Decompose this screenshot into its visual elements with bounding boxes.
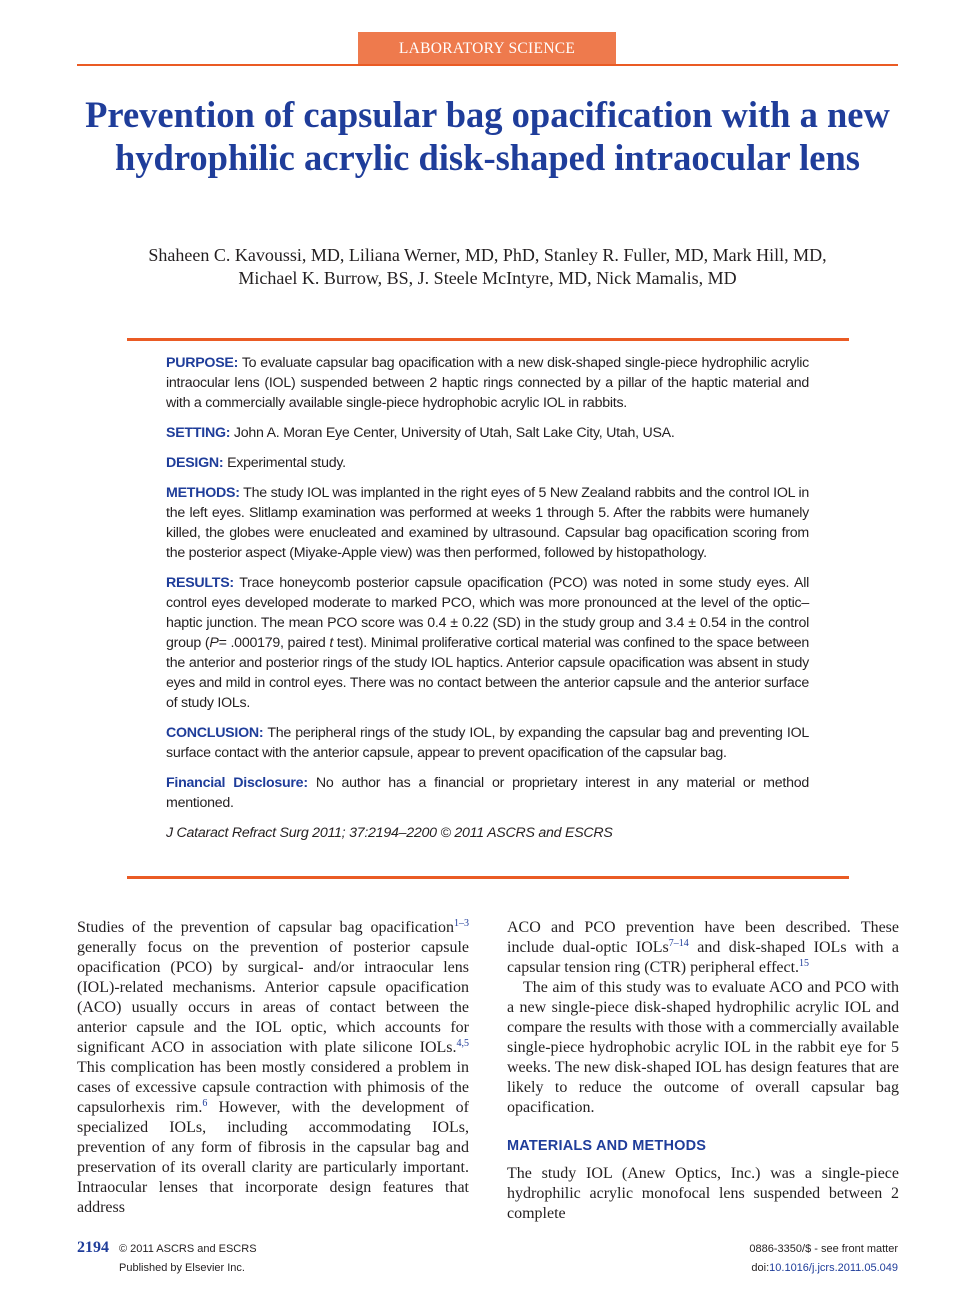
section-heading: MATERIALS AND METHODS — [507, 1138, 707, 1154]
body-text: ACO and PCO prevention have been described. These include dual-optic IOLs — [507, 919, 899, 956]
body-column-right — [507, 918, 899, 1224]
reference-link[interactable]: 1–3 — [454, 918, 469, 929]
body-text: and disk-shaped IOLs with a capsular tension ring (CTR) peripheral effect. — [507, 939, 900, 976]
abstract-label: PURPOSE: — [166, 355, 239, 371]
abstract-text: test). Minimal proliferative cortical material was confined to the space between the anterior and posterior rings of the study IOL haptics. Anterior capsule opacification was absent in study eyes and mild in control eyes. There was no contact between the anterior capsule and the anterior surface of study IOLs. — [166, 635, 809, 711]
footer-publisher: Published by Elsevier Inc. — [119, 1262, 245, 1274]
reference-link[interactable]: 7–14 — [668, 938, 689, 949]
body-text: However, with the development of specialized IOLs, including accommodating IOLs, prevention of any form of fibrosis in the capsular bag and preservation of its overall clarity are particularly important. Intraocular lenses that incorporate design features that address — [77, 1099, 469, 1216]
body-text: generally focus on the prevention of posterior capsule opacification (PCO) by surgical- and/or intraocular lens (IOL)-related mechanisms. Anterior capsule opacification (ACO) usually occurs in areas of contact between the anterior capsule and the IOL optic, which accounts for significant ACO in association with plate silicone IOLs. — [77, 939, 469, 1056]
abstract-text: The peripheral rings of the study IOL, by expanding the capsular bag and preventing IOL surface contact with the anterior capsule, appear to prevent opacification of the capsular bag. — [166, 725, 809, 761]
footer-copyright: © 2011 ASCRS and ESCRS — [119, 1243, 257, 1255]
abstract-text: To evaluate capsular bag opacification with a new disk-shaped single-piece hydrophilic acrylic intraocular lens (IOL) suspended between 2 haptic rings connected by a pillar of the haptic material and with a commercially available single-piece hydrophobic acrylic IOL in rabbits. — [166, 355, 810, 411]
abstract-label: SETTING: — [166, 425, 231, 441]
body-paragraph: The study IOL (Anew Optics, Inc.) was a single-piece hydrophilic acrylic monofocal lens suspended between 2 complete — [507, 1165, 899, 1222]
abstract-text-italic: P — [209, 635, 219, 651]
reference-link[interactable]: 4,5 — [456, 1038, 469, 1049]
abstract-conclusion — [166, 723, 809, 763]
abstract-methods — [166, 483, 809, 563]
header-rule — [77, 64, 898, 66]
abstract-text: The study IOL was implanted in the right eyes of 5 New Zealand rabbits and the control IOL in the left eyes. Slitlamp examination was performed at weeks 1 through 5. After the rabbits were humanely killed, the globes were enucleated and examined by ultrasound. Capsular bag opacification scoring from the posterior aspect (Miyake-Apple view) was then performed, followed by histopathology. — [166, 485, 810, 561]
article-title: Prevention of capsular bag opacification with a new hydrophilic acrylic disk-shaped intraocular lens — [85, 94, 890, 178]
abstract-label: METHODS: — [166, 485, 240, 501]
doi-label: doi: — [751, 1262, 770, 1274]
body-paragraph — [507, 918, 899, 978]
abstract-setting — [166, 423, 809, 443]
doi-link[interactable]: 10.1016/j.jcrs.2011.05.049 — [769, 1262, 898, 1274]
abstract-text: Trace honeycomb posterior capsule opacification (PCO) was noted in some study eyes. All control eyes developed moderate to marked PCO, which was more pronounced at the level of the optic–haptic junction. The mean PCO score was 0.4 ± 0.22 (SD) in the study group and 3.4 ± 0.54 in the control group ( — [166, 575, 809, 651]
abstract-text: No author has a financial or proprietary interest in any material or method mentioned. — [166, 775, 809, 811]
abstract-text: Experimental study. — [227, 455, 346, 471]
abstract-label: RESULTS: — [166, 575, 234, 591]
section-label-banner: LABORATORY SCIENCE — [358, 32, 616, 65]
author-line: Shaheen C. Kavoussi, MD, Liliana Werner, MD, PhD, Stanley R. Fuller, MD, Mark Hill, MD, — [148, 245, 827, 265]
abstract — [166, 353, 809, 853]
abstract-results — [166, 573, 809, 713]
abstract-label: Financial Disclosure: — [166, 775, 308, 791]
abstract-bottom-rule — [127, 876, 849, 879]
abstract-text: = .000179, paired — [218, 635, 330, 651]
footer-issn: 0886-3350/$ - see front matter — [749, 1243, 898, 1255]
abstract-label: CONCLUSION: — [166, 725, 264, 741]
abstract-text-italic: t — [329, 635, 334, 651]
author-list — [80, 244, 895, 290]
abstract-purpose — [166, 353, 809, 413]
body-text: This complication has been mostly considered a problem in cases of excessive capsule contraction with phimosis of the capsulorhexis rim. — [77, 1059, 469, 1116]
body-paragraph — [77, 918, 469, 1218]
author-line: Michael K. Burrow, BS, J. Steele McIntyre, MD, Nick Mamalis, MD — [238, 268, 737, 288]
body-column-left — [77, 918, 469, 1218]
body-text: Studies of the prevention of capsular bag opacification — [77, 919, 454, 936]
page-number: 2194 — [77, 1239, 109, 1256]
abstract-design — [166, 453, 809, 473]
journal-citation: J Cataract Refract Surg 2011; 37:2194–2200 © 2011 ASCRS and ESCRS — [166, 825, 613, 841]
reference-link[interactable]: 6 — [202, 1098, 208, 1109]
footer-doi — [751, 1259, 898, 1277]
abstract-disclosure — [166, 773, 809, 813]
abstract-top-rule — [127, 338, 849, 341]
body-paragraph: The aim of this study was to evaluate ACO and PCO with a new single-piece disk-shaped hydrophilic acrylic IOL and compare the results with those with a commercially available single-piece hydrophobic acrylic IOL in the rabbit eye for 5 weeks. The new disk-shaped IOL has design features that are likely to reduce the outcome of overall capsular bag opacification. — [507, 979, 899, 1116]
abstract-text: John A. Moran Eye Center, University of Utah, Salt Lake City, Utah, USA. — [233, 425, 675, 441]
abstract-label: DESIGN: — [166, 455, 224, 471]
reference-link[interactable]: 15 — [799, 958, 810, 969]
